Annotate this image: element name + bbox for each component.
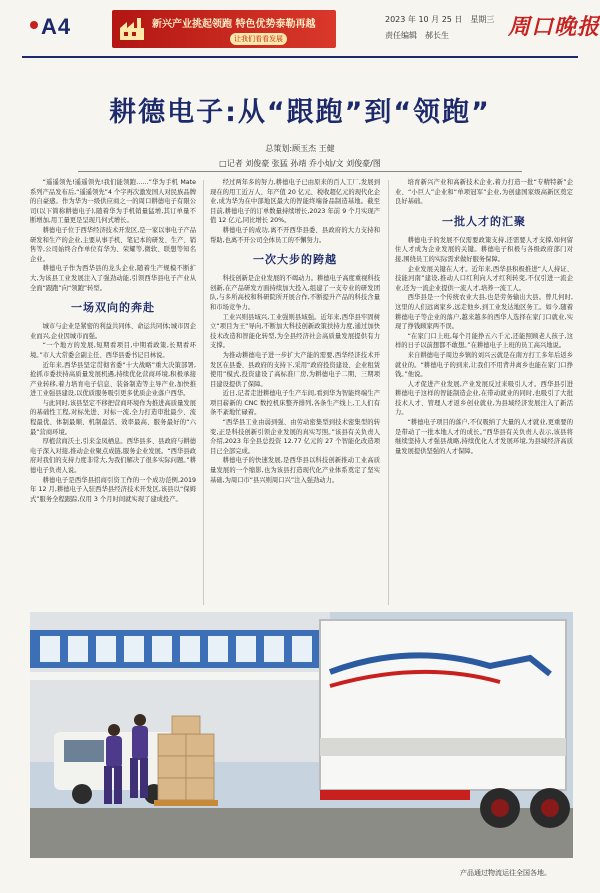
editors: 责任编辑 郝长生 xyxy=(385,31,449,40)
paragraph: 近日,记者走进耕德电子生产车间,看到华为智能终端生产项目崭新的 CNC 数控机床整齐排列,各条生产线上,工人们有条不紊地忙碌着。 xyxy=(210,390,380,417)
paragraph: 近年来,西华县坚定贯彻省委“十大战略”重大决策部署,抢抓市委扶持高质量发展机遇,持续优化营商环境,积极承接产业转移,着力培育电子信息、装备制造等主导产业,加快推进工业强县建设,以优质服务吸引更多优质企业落户西华。 xyxy=(30,361,196,398)
paragraph: 耕德电子作为西华县的龙头企业,随着生产规模不断扩大,为该县工业发展注入了强劲动能,引领西华县电子产业从全面“跟跑”向“领跑”转型。 xyxy=(30,265,196,292)
paragraph: 耕德电子是西华县招商引资工作的一个成功范例,2019 年 12 月,耕德电子入驻西华县经济技术开发区,该县以“保姆式”服务全程跟踪,仅用 3 个月时间就实现了建成投产。 xyxy=(30,476,196,503)
column-divider xyxy=(388,180,389,605)
paragraph: 耕德电子的成功,离不开西华县委、县政府的大力支持和帮助,也离不开公司全体员工的不懈努力。 xyxy=(210,226,380,244)
paragraph: 耕德电子位于西华经济技术开发区,是一家以事电子产品研发和生产的企业,主要从事手机、笔记本的研发、生产、销售等,公司始终合作单位有华为、荣耀等,微软、联想等知名企业。 xyxy=(30,226,196,263)
paragraph: “西华县工业由弱到强、由劳动密集型到技术密集型的转变,正是科技创新引领企业发展的真实写照。”该县有关负责人介绍,2023 年全县总投资 12.77 亿元的 27 个智能化改造项目已全部完成。 xyxy=(210,419,380,455)
paragraph: 耕德电子的快速发展,是西华县以科技创新推动工业高质量发展的一个缩影,也为该县打造现代化产业体系奠定了坚实基础,为周口市“县兴则周口兴”注入强劲动力。 xyxy=(210,457,380,484)
promo-banner xyxy=(112,10,336,48)
article-column-3 xyxy=(395,178,573,608)
paragraph: 城市与企业是紧密的利益共同体、命运共同体;城市因企业而兴,企业因城市而强。 xyxy=(30,323,196,340)
paragraph: “一个地方的发展,短期看项目,中期看政策,长期看环境。”市人大常委会副主任、西华县委书记目林说。 xyxy=(30,342,196,359)
factory-icon xyxy=(118,16,146,42)
page-label xyxy=(30,14,71,40)
paragraph: 工业兴则县域兴,工业强则县域强。近年来,西华县牢固树立“项目为王”导向,不断加大科技创新政策扶持力度,通过加快技术改造和智能化转型,为全县经济社会高质量发展提供有力支撑。 xyxy=(210,313,380,350)
paragraph: 人才促进产业发展,产业发展反过来吸引人才。西华县引进耕德电子这样的智能制造企业,在带动就业的同时,也吸引了大批技术人才、管理人才返乡创业就业,为县域经济发展注入了新活力。 xyxy=(395,380,573,417)
paragraph: 为推动耕德电子进一步扩大产能的需要,西华经济技术开发区在县委、县政府的支持下,采用“政府投资建设、企业租赁使用”模式,投资建设了高标准厂房,为耕德电子二期、三期项目建设提供了保障。 xyxy=(210,351,380,388)
reporter-credit: □记者 刘俊豪 张猛 孙靖 乔小灿/文 刘俊豪/图 xyxy=(219,159,381,168)
paragraph: 经过两年多的努力,耕德电子已由原来的百人工厂,发展到现在的用工近万人、年产值 20 亿元、税收超亿元的现代化企业,成为华为在中部地区最大的智能终端备品制造基地。截至目前,耕德电子的订单数量持续增长,2023 年前 9 个月实现产值 12 亿元,同比增长 20%。 xyxy=(210,179,380,225)
paragraph: 培育新兴产业和高新技术企业,着力打造一批“专精特新”企业、“小巨人”企业和“单项冠军”企业,为创建国家级高新区奠定良好基础。 xyxy=(395,179,573,206)
issue-date: 2023 年 10 月 25 日 星期三 xyxy=(385,15,495,24)
paper-logo: 周口晚报 xyxy=(508,14,600,40)
chief-planner-credit: 总策划:顾玉杰 王健 xyxy=(265,144,335,153)
banner-title: 新兴产业挑起领跑 特色优势泰勒再越 xyxy=(152,19,316,30)
section-subhead: 一次大步的跨越 xyxy=(253,253,337,267)
masthead-rule xyxy=(22,56,578,58)
banner-subtitle: 让我们看看发展 xyxy=(230,33,287,45)
article-column-2 xyxy=(210,178,380,608)
article-column-1 xyxy=(30,178,196,608)
paragraph: “遥遥领先!遥遥领先!我们能领跑……”华为手机 Mate 系列产品发布后,“遥遥领先”4 个字再次激发国人对民族品牌的自豪感。作为华为一级供应商之一的周口耕德电子有限公司(以下简称耕德电子),随着华为手机销量猛增,其订单量不断增加,用工量更是呈现几何式增长。 xyxy=(30,179,196,225)
paragraph: 科技创新是企业发展的不竭动力。耕德电子高度重视科技创新,在产品研发方面持续加大投入,组建了一支专业的研发团队,与多所高校和科研院所开展合作,不断提升产品的科技含量和市场竞争力。 xyxy=(210,275,380,311)
column-divider xyxy=(203,180,204,605)
photo-illustration xyxy=(30,612,573,858)
paragraph: 耕德电子的发展不仅需要政策支持,还需要人才支撑,如何留住人才成为企业发展的关键。耕德电子积极与各级政府部门对接,围绕员工的实际需求做好服务保障。 xyxy=(395,236,573,263)
paragraph: 来自耕德电子周边乡镇的刘兴云就是在南方打工多年后返乡就业的。“耕德电子的到来,让我们不用背井离乡也能在家门口挣钱。”他说。 xyxy=(395,351,573,379)
paragraph: 与此同时,该县坚定不移把营商环境作为推进高质量发展的基础性工程,对标先进、对标一流,全力打造审批最少、流程最优、体制最顺、机制最活、效率最高、服务最好的“六最”营商环境。 xyxy=(30,399,196,436)
article-headline: 耕德电子:从“跟跑”到“领跑” xyxy=(109,97,491,128)
headline-rule xyxy=(78,171,522,172)
paragraph: “在家门口上班,每个月能挣五六千元,还能照顾老人孩子,这样的日子以前想都不敢想。”在耕德电子上班的员工高兴地说。 xyxy=(395,332,573,350)
section-subhead: 一批人才的汇聚 xyxy=(442,214,526,228)
paragraph: 企业发展关键在人才。近年来,西华县积极推进“人人持证、技能河南”建设,推动人口红利向人才红利转变,不仅引进一流企业,还为一流企业提供一流人才,培养一流工人。 xyxy=(395,265,573,292)
paragraph: “耕德电子项目的落户,不仅吸纳了大量的人才就业,更重要的是带动了一批本地人才的成长。”西华县有关负责人表示,该县将继续坚持人才强县战略,持续优化人才发展环境,为县域经济高质量发展提供坚强的人才保障。 xyxy=(395,419,573,455)
page-label-dot xyxy=(30,21,38,29)
paragraph: 西华县是一个传统农业大县,也是劳务输出大县。曾几何时,这里的人们远离家乡,远走他乡,到工业发达地区务工。如今,随着耕德电子等企业的落户,越来越多的西华人选择在家门口就业,实现了挣钱顾家两不误。 xyxy=(395,294,573,331)
news-photo-logistics xyxy=(30,612,573,858)
section-subhead: 一场双向的奔赴 xyxy=(71,301,155,315)
paragraph: 厚植营商沃土,引来金凤栖息。西华县多、县政府与耕德电子深入对接,推动企业聚点成链,服务企业发展。“西华县政府对我们的支持力度非常大,为我们解决了很多实际问题。”耕德电子负责人说。 xyxy=(30,438,196,475)
page-number: A4 xyxy=(41,14,72,39)
masthead xyxy=(0,0,600,62)
photo-caption: 产品通过物流运往全国各地。 xyxy=(460,869,551,877)
